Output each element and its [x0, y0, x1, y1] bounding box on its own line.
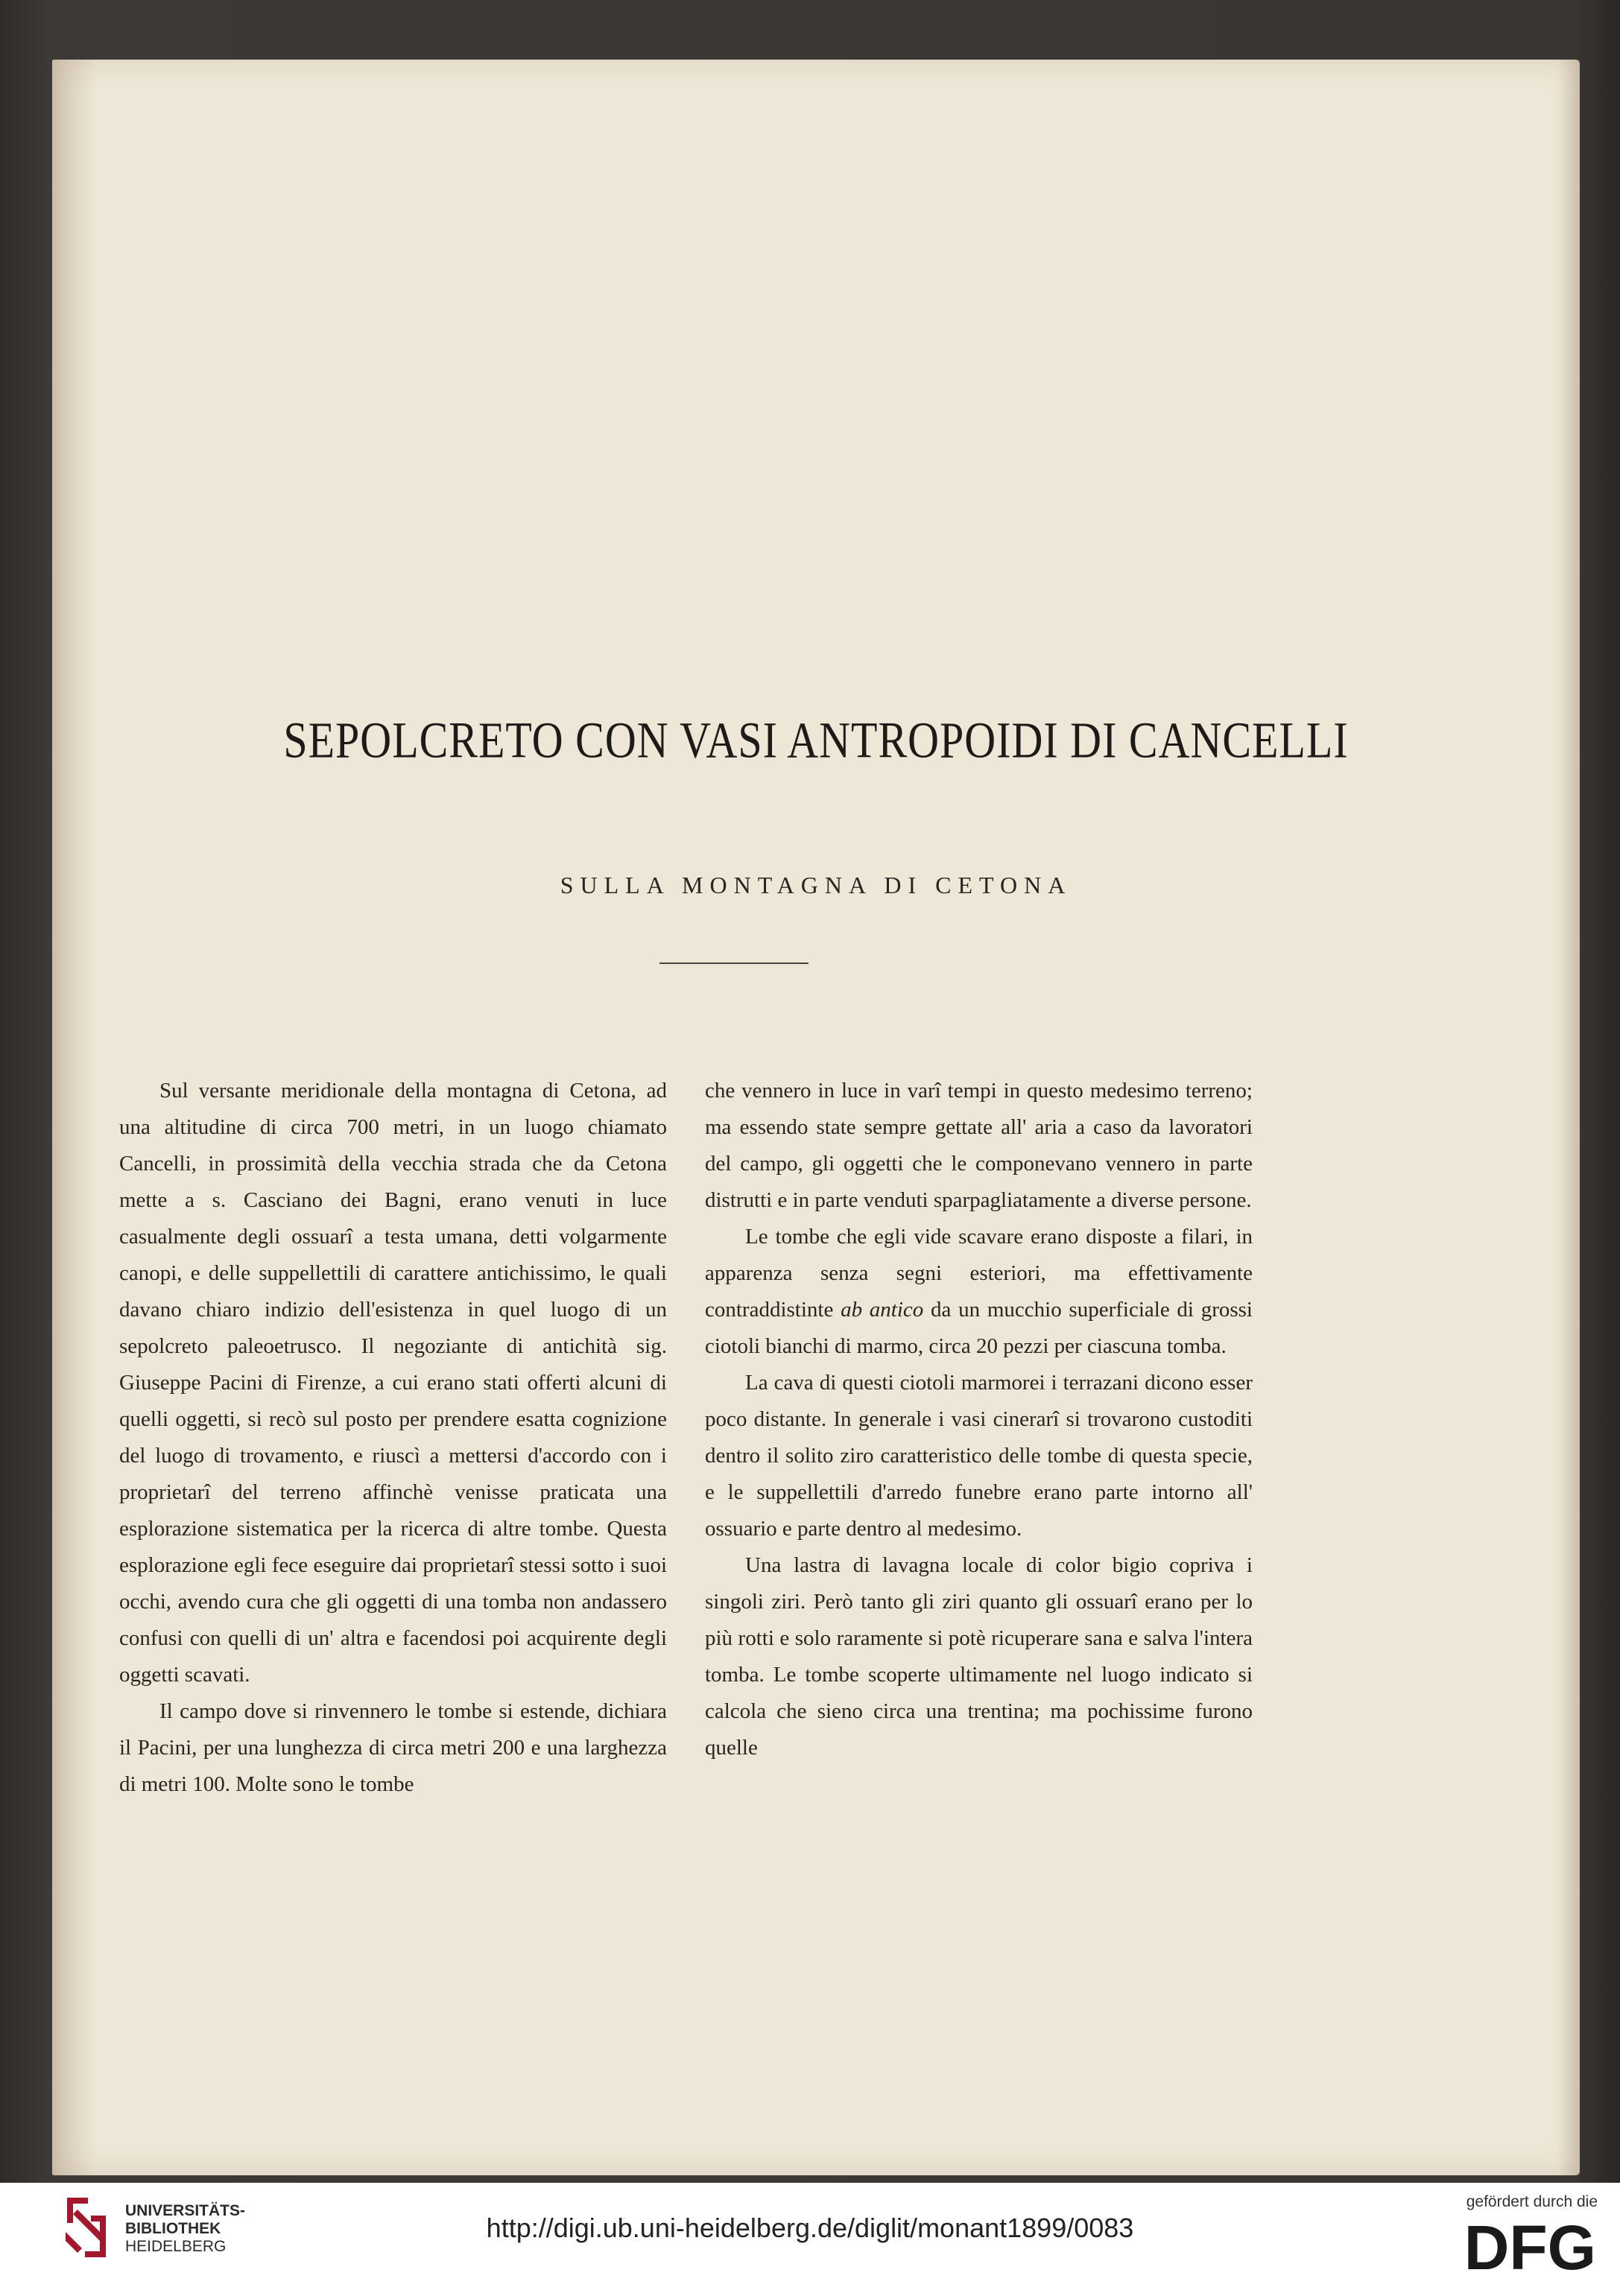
paragraph: Una lastra di lavagna locale di color bigio copriva i singoli ziri. Però tanto gli ziri quanto gli ossuarî erano per lo più rotti e solo raramente si potè ricuperare sana e salva l'intera tomba. Le tombe scoperte ultimamente nel luogo indicato si calcola che sieno circa una trentina; ma pochissime furono quelle [705, 1553, 1253, 1760]
paragraph-continuation: che vennero in luce in varî tempi in questo medesimo terreno; ma essendo state sempre gettate all' aria a caso da lavoratori del campo, gli oggetti che le componevano vennero in parte distrutti e in parte venduti sparpagliatamente a diverse persone. [705, 1079, 1253, 1212]
library-name-line: UNIVERSITÄTS- [125, 2202, 246, 2219]
page-gutter-shadow [52, 60, 97, 2175]
title-divider [659, 963, 809, 964]
paragraph: Sul versante meridionale della montagna di Cetona, ad una altitudine di circa 700 metri, in un luogo chiamato Cancelli, in prossimità della vecchia strada che da Cetona mette a s. Casciano dei Bagni, erano venuti in luce casualmente degli ossuarî a testa umana, detti volgarmente canopi, e delle suppellettili di carattere antichissimo, le quali davano chiaro indizio dell'esistenza in quel luogo di un sepolcreto paleoetrusco. Il negoziante di antichità sig. Giuseppe Pacini di Firenze, a cui erano stati offerti alcuni di quelli oggetti, si recò sul posto per prendere esatta cognizione del luogo di trovamento, e riuscì a mettersi d'accordo con i proprietarî del terreno affinchè venisse praticata una esplorazione sistematica per la ricerca di altre tombe. Questa esplorazione egli fece eseguire dai proprietarî stessi sotto i suoi occhi, avendo cura che gli oggetti di una tomba non andassero confusi con quelli di un' altra e facendosi poi acquirente degli oggetti scavati. [119, 1079, 667, 1687]
paragraph-text: Le tombe che egli vide scavare erano disposte a filari, in apparenza senza segni esteriori, ma effettivamente contraddistinte [705, 1225, 1253, 1322]
italic-phrase: ab antico [841, 1298, 924, 1322]
permalink-url[interactable]: http://digi.ub.uni-heidelberg.de/diglit/monant1899/0083 [486, 2213, 1134, 2243]
page-edge-shadow [1557, 60, 1580, 2175]
library-name-line: HEIDELBERG [125, 2238, 227, 2255]
dfg-logo-text: DFG [1464, 2216, 1596, 2275]
paragraph: La cava di questi ciotoli marmorei i terrazani dicono esser poco distante. In generale i vasi cinerarî si trovarono custoditi dentro il solito ziro caratteristico delle tombe di questa specie, e le suppellettili d'arredo funebre erano parte intorno all' ossuario e parte dentro al medesimo. [705, 1371, 1253, 1541]
article-subtitle: SULLA MONTAGNA DI CETONA [560, 872, 1072, 898]
sponsor-block[interactable] [1434, 2193, 1598, 2275]
library-name-line: BIBLIOTHEK [125, 2220, 221, 2237]
viewer-footer [0, 2183, 1620, 2296]
text-column-left [119, 1073, 667, 1803]
paragraph [705, 1219, 1253, 1365]
paragraph-text: da un mucchio superficiale di grossi ciotoli bianchi di marmo, circa 20 pezzi per ciascuna tomba. [705, 1298, 1253, 1358]
dfg-logo-icon [1441, 2216, 1598, 2275]
article-title: SEPOLCRETO CON VASI ANTROPOIDI DI CANCELLI [283, 711, 1349, 769]
paragraph: Il campo dove si rinvennero le tombe si estende, dichiara il Pacini, per una lunghezza di circa metri 200 e una larghezza di metri 100. Molte sono le tombe [119, 1699, 667, 1796]
text-column-right [705, 1073, 1253, 1766]
sponsor-label: gefördert durch die [1466, 2193, 1598, 2210]
